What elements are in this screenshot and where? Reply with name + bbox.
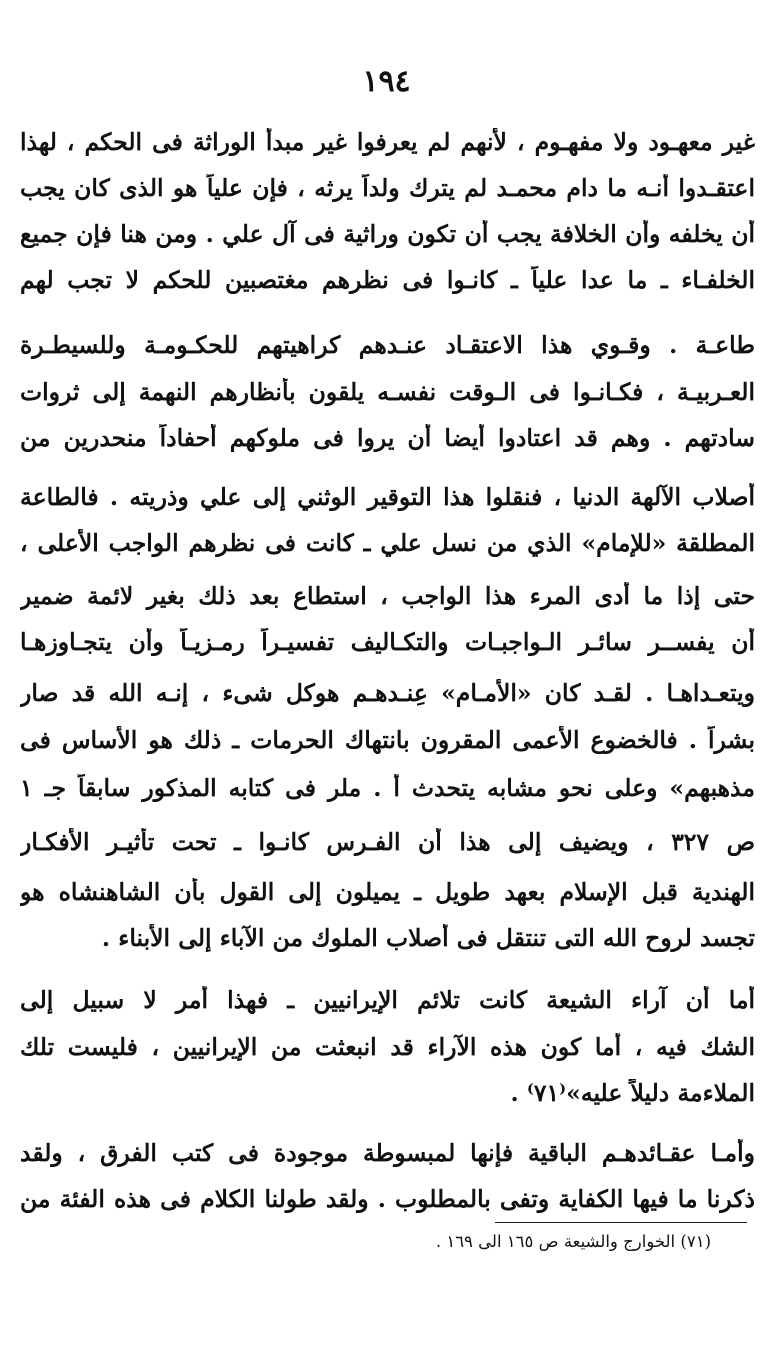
text-line: حتى إذا ما أدى المرء هذا الواجب ، استطاع بعد ذلك بغير لائمة ضمير <box>20 582 755 610</box>
footnote: (٧١) الخوارج والشيعة ص ١٦٥ الى ١٦٩ . <box>435 1232 711 1251</box>
text-line: الملاءمة دليلاً عليه»⁽٧١⁾ . <box>510 1079 755 1107</box>
text-line: أما أن آراء الشيعة كانت تلائم الإيرانيين ـ فهذا أمر لا سبيل إلى <box>20 986 755 1014</box>
text-line: سادتهم . وهم قد اعتادوا أيضا أن يروا فى ملوكهم أحفاداً منحدرين من <box>20 424 755 452</box>
text-line: أصلاب الآلهة الدنيا ، فنقلوا هذا التوقير الوثني إلى علي وذريته . فالطاعة <box>20 483 755 511</box>
text-line: طاعـة . وقـوي هذا الاعتقـاد عنـدهم كراهيتهم للحكـومـة وللسيطـرة <box>20 331 755 359</box>
text-line: غير معهـود ولا مفهـوم ، لأنهم لم يعرفوا غير مبدأ الوراثة فى الحكم ، لهذا <box>20 128 755 156</box>
text-line: بشراً . فالخضوع الأعمى المقرون بانتهاك الحرمات ـ ذلك هو الأساس فى <box>20 726 755 754</box>
text-line: ص ٣٢٧ ، ويضيف إلى هذا أن الفـرس كانـوا ـ تحت تأثيـر الأفكـار <box>20 828 755 856</box>
text-line: الشك فيه ، أما كون هذه الآراء قد انبعثت من الإيرانيين ، فليست تلك <box>20 1033 755 1061</box>
page-number: ١٩٤ <box>362 64 411 99</box>
text-line: أن يخلفه وأن الخلافة يجب أن تكون وراثية فى آل علي . ومن هنا فإن جميع <box>20 220 755 248</box>
text-line: مذهبهم» وعلى نحو مشابه يتحدث أ . ملر فى كتابه المذكور سابقاً جـ ١ <box>20 774 755 802</box>
text-line: وأمـا عقـائدهـم الباقية فإنها لمبسوطة موجودة فى كتب الفرق ، ولقد <box>20 1139 755 1167</box>
footnote-divider <box>495 1222 747 1223</box>
text-line: اعتقـدوا أنـه ما دام محمـد لم يترك ولداً يرثه ، فإن علياً هو الذى كان يجب <box>20 174 755 202</box>
text-line: تجسد لروح الله التى تنتقل فى أصلاب الملوك من الآباء إلى الأبناء . <box>101 924 755 952</box>
text-line: المطلقة «للإمام» الذي من نسل علي ـ كانت فى نظرهم الواجب الأعلى ، <box>20 529 755 557</box>
text-line: الخلفـاء ـ ما عدا علياً ـ كانـوا فى نظرهم مغتصبين للحكم لا تجب لهم <box>20 266 755 294</box>
text-line: ذكرنا ما فيها الكفاية وتفى بالمطلوب . ولقد طولنا الكلام فى هذه الفئة من <box>20 1185 755 1213</box>
text-line: ويتعـداهـا . لقـد كان «الأمـام» عِنـدهـم هوكل شىء ، إنـه الله قد صار <box>20 679 755 707</box>
text-line: الهندية قبل الإسلام بعهد طويل ـ يميلون إلى القول بأن الشاهنشاه هو <box>20 878 755 906</box>
text-line: العـربيـة ، فكـانـوا فى الـوقت نفسـه يلقون بأنظارهم النهمة إلى ثروات <box>20 378 755 406</box>
text-line: أن يفســر سائـر الـواجبـات والتكـاليف تفسيـراً رمـزيـاً وأن يتجـاوزهـا <box>20 628 755 656</box>
